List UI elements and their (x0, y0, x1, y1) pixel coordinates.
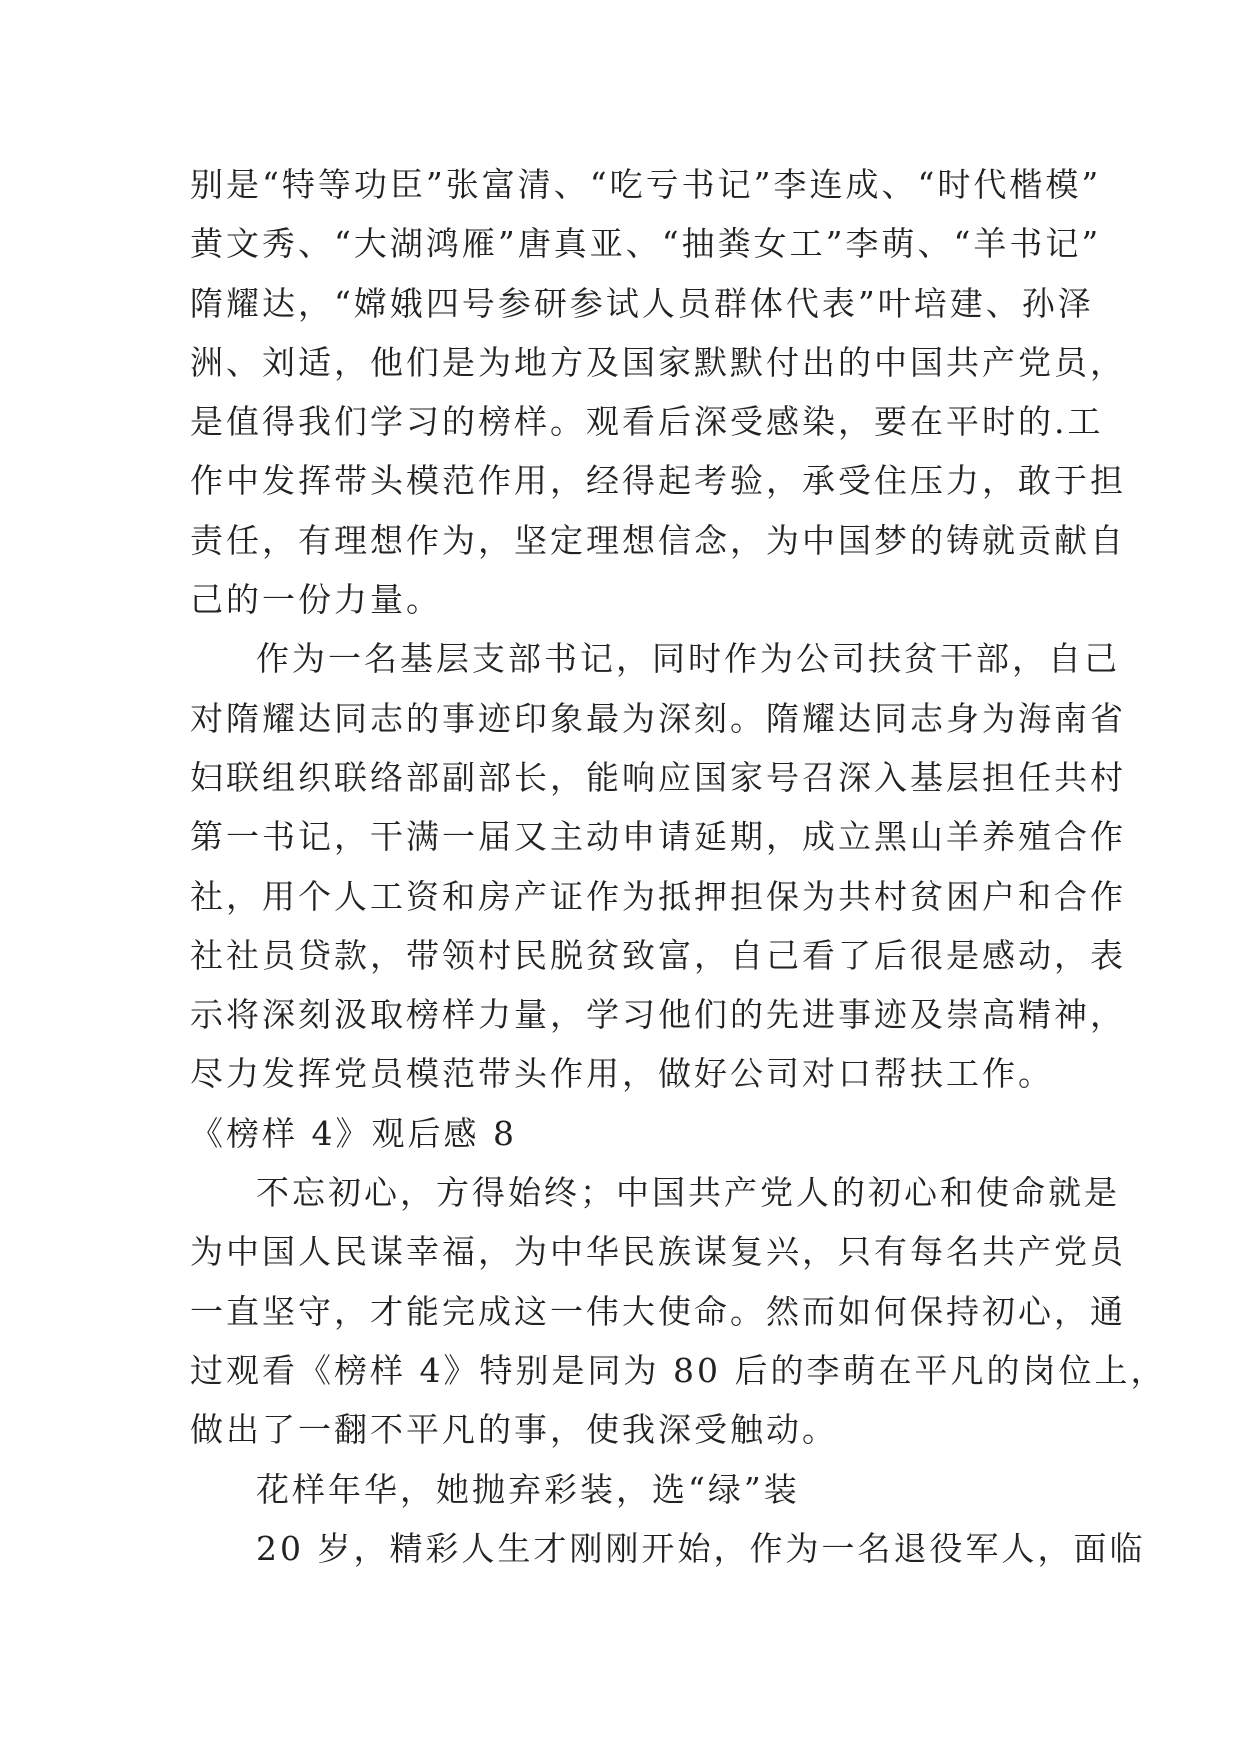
text-line: 做出了一翻不平凡的事，使我深受触动。 (190, 1410, 838, 1450)
text-line: 对隋耀达同志的事迹印象最为深刻。隋耀达同志身为海南省 (190, 698, 1126, 738)
text-line: 洲、刘适，他们是为地方及国家默默付出的中国共产党员， (190, 342, 1126, 382)
text-line: 一直坚守，才能完成这一伟大使命。然而如何保持初心，通 (190, 1291, 1126, 1331)
text-line: 示将深刻汲取榜样力量，学习他们的先进事迹及崇高精神， (190, 995, 1126, 1035)
text-line: 作为一名基层支部书记，同时作为公司扶贫干部，自己 (256, 639, 1120, 679)
text-line: 为中国人民谋幸福，为中华民族谋复兴，只有每名共产党员 (190, 1232, 1126, 1272)
text-line: 作中发挥带头模范作用，经得起考验，承受住压力，敢于担 (190, 461, 1126, 501)
text-line: 是值得我们学习的榜样。观看后深受感染，要在平时的.工 (190, 402, 1104, 442)
text-line: 过观看《榜样 4》特别是同为 80 后的李萌在平凡的岗位上， (190, 1350, 1167, 1390)
text-line: 黄文秀、“大湖鸿雁”唐真亚、“抽粪女工”李萌、“羊书记” (190, 224, 1102, 264)
paragraph-5 (190, 1519, 1146, 1578)
text-line: 己的一份力量。 (190, 580, 442, 620)
text-line: 别是“特等功臣”张富清、“吃亏书记”李连成、“时代楷模” (190, 165, 1102, 204)
text-line: 社，用个人工资和房产证作为抵押担保为共村贫困户和合作 (190, 876, 1126, 916)
paragraph-4 (190, 1460, 1070, 1519)
text-line: 第一书记，干满一届又主动申请延期，成立黑山羊养殖合作 (190, 817, 1126, 857)
text-line: 尽力发挥党员模范带头作用，做好公司对口帮扶工作。 (190, 1054, 1054, 1094)
paragraph-1 (190, 155, 1126, 629)
paragraph-2 (190, 629, 1126, 1103)
paragraph-3 (190, 1163, 1167, 1459)
text-line: 隋耀达，“嫦娥四号参研参试人员群体代表”叶培建、孙泽 (190, 283, 1094, 323)
section-heading: 《榜样 4》观后感 8 (190, 1113, 517, 1153)
text-line: 20 岁，精彩人生才刚刚开始，作为一名退役军人，面临 (256, 1528, 1146, 1568)
text-line: 妇联组织联络部副部长，能响应国家号召深入基层担任共村 (190, 757, 1126, 797)
text-line: 花样年华，她抛弃彩装，选“绿”装 (256, 1469, 800, 1509)
text-line: 社社员贷款，带领村民脱贫致富，自己看了后很是感动，表 (190, 935, 1126, 975)
document-body (190, 155, 1167, 1578)
text-line: 不忘初心，方得始终；中国共产党人的初心和使命就是 (256, 1173, 1120, 1213)
text-line: 责任，有理想作为，坚定理想信念，为中国梦的铸就贡献自 (190, 520, 1126, 560)
